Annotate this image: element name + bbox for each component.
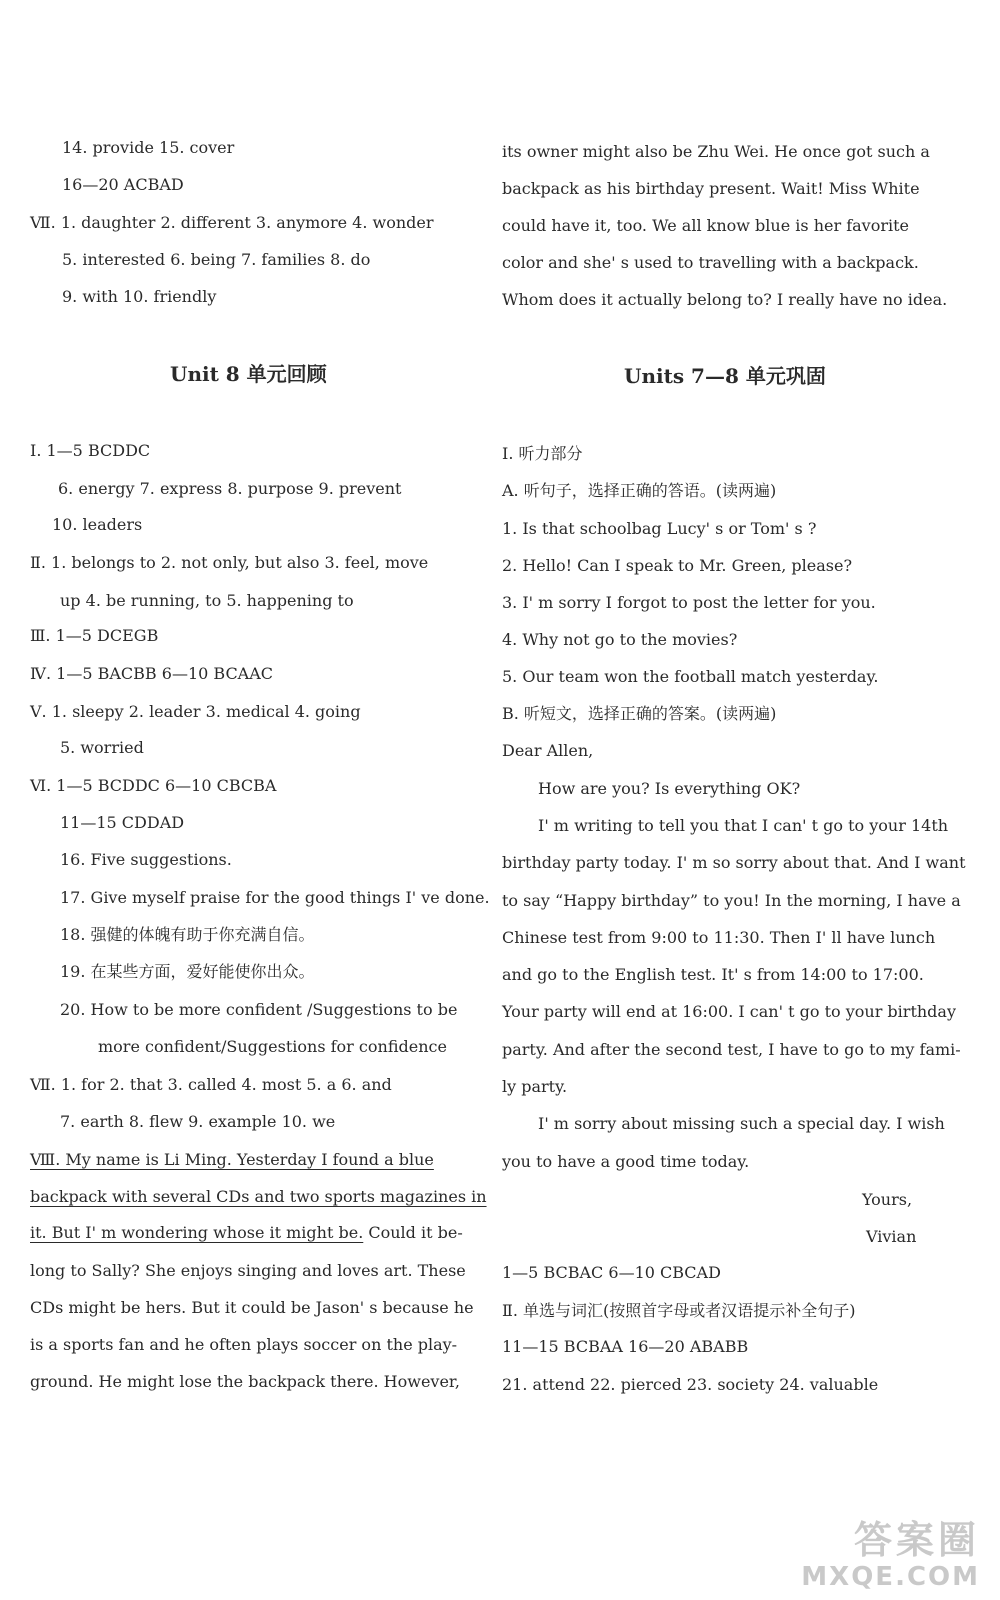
answer-line: 20. How to be more confident /Suggestions to be (60, 1000, 458, 1019)
writing-underlined: Ⅷ. My name is Li Ming. Yesterday I found a blue (30, 1150, 434, 1169)
writing-underlined: it. But I' m wondering whose it might be. (30, 1223, 364, 1242)
answer-line: 16—20 ACBAD (62, 175, 184, 194)
section-line: Ⅰ. 听力部分 (502, 444, 583, 463)
answer-line: Ⅵ. 1—5 BCDDC 6—10 CBCBA (30, 776, 277, 795)
answer-line: 21. attend 22. pierced 23. society 24. valuable (502, 1375, 879, 1394)
writing-underlined: backpack with several CDs and two sports magazines in (30, 1187, 487, 1206)
answer-line: Ⅱ. 1. belongs to 2. not only, but also 3. feel, move (30, 553, 429, 572)
answer-line: 11—15 BCBAA 16—20 ABABB (502, 1337, 749, 1356)
writing-line: long to Sally? She enjoys singing and loves art. These (30, 1261, 466, 1280)
watermark-logo (801, 1518, 980, 1592)
section-line: B. 听短文，选择正确的答案。(读两遍) (502, 704, 777, 723)
answer-line: Ⅴ. 1. sleepy 2. leader 3. medical 4. going (30, 702, 361, 721)
letter-line: and go to the English test. It' s from 14:00 to 17:00. (502, 965, 924, 984)
answer-line: 6. energy 7. express 8. purpose 9. prevent (58, 479, 402, 498)
letter-line: Dear Allen, (502, 741, 594, 760)
writing-line (30, 1186, 487, 1208)
unit8-heading: Unit 8 单元回顾 (170, 362, 327, 386)
answer-line: 1—5 BCBAC 6—10 CBCAD (502, 1263, 721, 1282)
letter-line: I' m writing to tell you that I can' t go to your 14th (538, 816, 949, 835)
answer-line: 10. leaders (52, 515, 143, 534)
answer-line: more confident/Suggestions for confidence (98, 1037, 447, 1056)
answer-line: 11—15 CDDAD (60, 813, 185, 832)
writing-line: color and she' s used to travelling with a backpack. (502, 253, 919, 272)
answer-line: 7. earth 8. flew 9. example 10. we (60, 1112, 336, 1131)
letter-line: How are you? Is everything OK? (538, 779, 801, 798)
letter-line: party. And after the second test, I have to go to my fami- (502, 1040, 961, 1059)
letter-line: you to have a good time today. (502, 1152, 750, 1171)
letter-line: I' m sorry about missing such a special day. I wish (538, 1114, 945, 1133)
answer-line: 9. with 10. friendly (62, 287, 217, 306)
writing-line: backpack as his birthday present. Wait! Miss White (502, 179, 920, 198)
writing-line: its owner might also be Zhu Wei. He once got such a (502, 142, 930, 161)
writing-line: could have it, too. We all know blue is her favorite (502, 216, 909, 235)
writing-line: CDs might be hers. But it could be Jason' s because he (30, 1298, 474, 1317)
answer-line: Ⅶ. 1. daughter 2. different 3. anymore 4. wonder (30, 213, 434, 232)
sentence-line: 3. I' m sorry I forgot to post the letter for you. (502, 593, 876, 612)
writing-text: Could it be- (363, 1223, 463, 1242)
sentence-line: 5. Our team won the football match yesterday. (502, 667, 879, 686)
letter-line: Your party will end at 16:00. I can' t go to your birthday (502, 1002, 956, 1021)
writing-line: Whom does it actually belong to? I really have no idea. (502, 290, 948, 309)
letter-line: Chinese test from 9:00 to 11:30. Then I' ll have lunch (502, 928, 936, 947)
answer-line: 5. interested 6. being 7. families 8. do (62, 250, 371, 269)
answer-line: 5. worried (60, 738, 144, 757)
letter-line: ly party. (502, 1077, 568, 1096)
letter-line: birthday party today. I' m so sorry about that. And I want (502, 853, 966, 872)
answer-line: Ⅳ. 1—5 BACBB 6—10 BCAAC (30, 664, 274, 683)
sentence-line: 2. Hello! Can I speak to Mr. Green, please? (502, 556, 853, 575)
units78-heading: Units 7—8 单元巩固 (624, 364, 826, 388)
sentence-line: 1. Is that schoolbag Lucy' s or Tom' s ? (502, 519, 817, 538)
letter-line: to say “Happy birthday” to you! In the morning, I have a (502, 891, 961, 910)
answer-line: Ⅶ. 1. for 2. that 3. called 4. most 5. a 6. and (30, 1075, 392, 1094)
sentence-line: 4. Why not go to the movies? (502, 630, 738, 649)
writing-line: is a sports fan and he often plays soccer on the play- (30, 1335, 458, 1354)
answer-line: 18. 强健的体魄有助于你充满自信。 (60, 925, 315, 944)
answer-line: 14. provide 15. cover (62, 138, 235, 157)
answer-line: 19. 在某些方面，爱好能使你出众。 (60, 962, 315, 981)
answer-line: Ⅰ. 1—5 BCDDC (30, 441, 151, 460)
answer-line: 16. Five suggestions. (60, 850, 232, 869)
answer-line: up 4. be running, to 5. happening to (60, 591, 354, 610)
section-line: Ⅱ. 单选与词汇(按照首字母或者汉语提示补全句子) (502, 1301, 856, 1320)
writing-line (30, 1222, 463, 1244)
watermark-url: MXQE.COM (801, 1562, 980, 1592)
answer-line: 17. Give myself praise for the good things I' ve done. (60, 888, 490, 907)
writing-line: ground. He might lose the backpack there. However, (30, 1372, 460, 1391)
writing-line (30, 1149, 434, 1171)
letter-closing: Yours, (862, 1190, 913, 1209)
section-line: A. 听句子，选择正确的答语。(读两遍) (502, 481, 777, 500)
watermark-text: 答案圈 (853, 1518, 980, 1562)
letter-signature: Vivian (866, 1227, 917, 1246)
answer-line: Ⅲ. 1—5 DCEGB (30, 626, 159, 645)
